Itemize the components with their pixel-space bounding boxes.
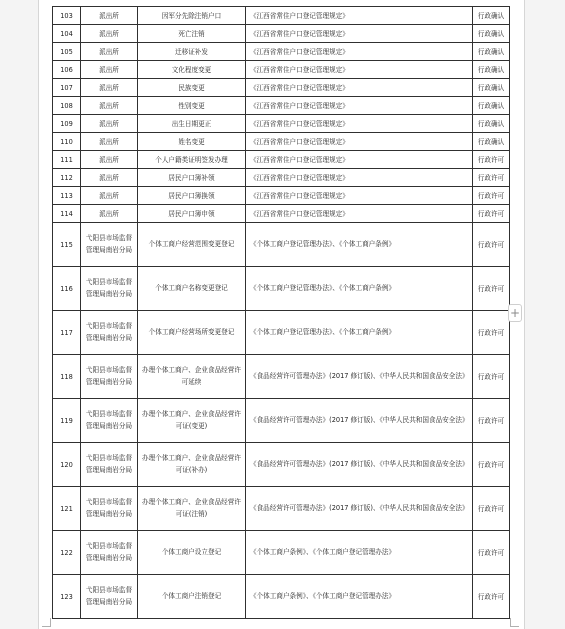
legal-basis-cell: 《江西省常住户口登记管理规定》 — [246, 43, 473, 61]
type-cell: 行政确认 — [473, 7, 510, 25]
type-cell: 行政确认 — [473, 25, 510, 43]
department-cell: 弋阳县市场监督管理局南岩分局 — [81, 443, 138, 487]
row-number: 115 — [53, 223, 81, 267]
item-name-cell: 居民户口簿补领 — [138, 169, 246, 187]
department-cell: 派出所 — [81, 43, 138, 61]
type-cell: 行政许可 — [473, 205, 510, 223]
row-number: 119 — [53, 399, 81, 443]
department-cell: 派出所 — [81, 115, 138, 133]
item-name-cell: 个体工商户名称变更登记 — [138, 267, 246, 311]
row-number: 105 — [53, 43, 81, 61]
item-name-cell: 出生日期更正 — [138, 115, 246, 133]
item-name-cell: 个体工商户经营范围变更登记 — [138, 223, 246, 267]
type-cell: 行政确认 — [473, 61, 510, 79]
item-name-cell: 性别变更 — [138, 97, 246, 115]
department-cell: 派出所 — [81, 79, 138, 97]
page-corner-mark — [510, 618, 519, 627]
legal-basis-cell: 《个体工商户登记管理办法》、《个体工商户条例》 — [246, 223, 473, 267]
legal-basis-cell: 《江西省常住户口登记管理规定》 — [246, 133, 473, 151]
department-cell: 派出所 — [81, 61, 138, 79]
legal-basis-cell: 《食品经营许可管理办法》(2017 修订版)、《中华人民共和国食品安全法》 — [246, 443, 473, 487]
table-row — [53, 443, 510, 487]
type-cell: 行政许可 — [473, 169, 510, 187]
legal-basis-cell: 《食品经营许可管理办法》(2017 修订版)、《中华人民共和国食品安全法》 — [246, 487, 473, 531]
row-number: 107 — [53, 79, 81, 97]
type-cell: 行政许可 — [473, 223, 510, 267]
type-cell: 行政许可 — [473, 267, 510, 311]
row-number: 123 — [53, 575, 81, 619]
table-row — [53, 61, 510, 79]
legal-basis-cell: 《江西省常住户口登记管理规定》 — [246, 7, 473, 25]
item-name-cell: 居民户口簿换领 — [138, 187, 246, 205]
table-row — [53, 205, 510, 223]
table-row — [53, 531, 510, 575]
table-row — [53, 25, 510, 43]
department-cell: 派出所 — [81, 25, 138, 43]
department-cell: 派出所 — [81, 7, 138, 25]
item-name-cell: 办理个体工商户、企业食品经营许可证(变更) — [138, 399, 246, 443]
item-name-cell: 个人户籍类证明签发办理 — [138, 151, 246, 169]
department-cell: 弋阳县市场监督管理局南岩分局 — [81, 487, 138, 531]
row-number: 121 — [53, 487, 81, 531]
type-cell: 行政许可 — [473, 311, 510, 355]
table-row — [53, 7, 510, 25]
table-row — [53, 115, 510, 133]
department-cell: 派出所 — [81, 133, 138, 151]
item-name-cell: 个体工商户设立登记 — [138, 531, 246, 575]
row-number: 108 — [53, 97, 81, 115]
row-number: 114 — [53, 205, 81, 223]
department-cell: 派出所 — [81, 151, 138, 169]
department-cell: 弋阳县市场监督管理局南岩分局 — [81, 399, 138, 443]
legal-basis-cell: 《江西省常住户口登记管理规定》 — [246, 205, 473, 223]
table-row — [53, 267, 510, 311]
type-cell: 行政确认 — [473, 79, 510, 97]
row-number: 106 — [53, 61, 81, 79]
table-row — [53, 223, 510, 267]
row-number: 111 — [53, 151, 81, 169]
legal-basis-cell: 《个体工商户条例》、《个体工商户登记管理办法》 — [246, 531, 473, 575]
item-name-cell: 办理个体工商户、企业食品经营许可延续 — [138, 355, 246, 399]
type-cell: 行政确认 — [473, 43, 510, 61]
department-cell: 派出所 — [81, 205, 138, 223]
table-row — [53, 133, 510, 151]
department-cell: 弋阳县市场监督管理局南岩分局 — [81, 311, 138, 355]
legal-basis-cell: 《食品经营许可管理办法》(2017 修订版)、《中华人民共和国食品安全法》 — [246, 355, 473, 399]
legal-basis-cell: 《江西省常住户口登记管理规定》 — [246, 79, 473, 97]
legal-basis-cell: 《个体工商户条例》、《个体工商户登记管理办法》 — [246, 575, 473, 619]
type-cell: 行政确认 — [473, 133, 510, 151]
legal-basis-cell: 《食品经营许可管理办法》(2017 修订版)、《中华人民共和国食品安全法》 — [246, 399, 473, 443]
item-name-cell: 因军分先除注销户口 — [138, 7, 246, 25]
table-row — [53, 355, 510, 399]
row-number: 112 — [53, 169, 81, 187]
type-cell: 行政许可 — [473, 399, 510, 443]
table-row — [53, 487, 510, 531]
table-row — [53, 97, 510, 115]
item-name-cell: 文化程度变更 — [138, 61, 246, 79]
legal-basis-cell: 《江西省常住户口登记管理规定》 — [246, 169, 473, 187]
page-corner-mark — [42, 618, 51, 627]
legal-basis-cell: 《江西省常住户口登记管理规定》 — [246, 61, 473, 79]
item-name-cell: 居民户口簿申领 — [138, 205, 246, 223]
department-cell: 弋阳县市场监督管理局南岩分局 — [81, 531, 138, 575]
department-cell: 弋阳县市场监督管理局南岩分局 — [81, 575, 138, 619]
legal-basis-cell: 《江西省常住户口登记管理规定》 — [246, 151, 473, 169]
row-number: 110 — [53, 133, 81, 151]
add-row-button[interactable]: + — [509, 306, 521, 320]
item-name-cell: 办理个体工商户、企业食品经营许可证(注销) — [138, 487, 246, 531]
item-name-cell: 个体工商户注销登记 — [138, 575, 246, 619]
table-row — [53, 151, 510, 169]
row-number: 116 — [53, 267, 81, 311]
table-row — [53, 169, 510, 187]
table-row — [53, 311, 510, 355]
table-row — [53, 43, 510, 61]
department-cell: 弋阳县市场监督管理局南岩分局 — [81, 355, 138, 399]
type-cell: 行政许可 — [473, 487, 510, 531]
type-cell: 行政许可 — [473, 443, 510, 487]
item-name-cell: 办理个体工商户、企业食品经营许可证(补办) — [138, 443, 246, 487]
table-row — [53, 575, 510, 619]
table-row — [53, 187, 510, 205]
table-body — [53, 7, 510, 619]
department-cell: 派出所 — [81, 169, 138, 187]
type-cell: 行政许可 — [473, 151, 510, 169]
row-number: 109 — [53, 115, 81, 133]
legal-basis-cell: 《江西省常住户口登记管理规定》 — [246, 115, 473, 133]
item-name-cell: 民族变更 — [138, 79, 246, 97]
item-name-cell: 迁移证补发 — [138, 43, 246, 61]
type-cell: 行政许可 — [473, 355, 510, 399]
row-number: 117 — [53, 311, 81, 355]
department-cell: 弋阳县市场监督管理局南岩分局 — [81, 223, 138, 267]
legal-basis-cell: 《个体工商户登记管理办法》、《个体工商户条例》 — [246, 267, 473, 311]
row-number: 122 — [53, 531, 81, 575]
legal-basis-cell: 《江西省常住户口登记管理规定》 — [246, 25, 473, 43]
legal-basis-cell: 《江西省常住户口登记管理规定》 — [246, 187, 473, 205]
legal-basis-cell: 《个体工商户登记管理办法》、《个体工商户条例》 — [246, 311, 473, 355]
table-row — [53, 79, 510, 97]
type-cell: 行政许可 — [473, 187, 510, 205]
type-cell: 行政确认 — [473, 115, 510, 133]
item-name-cell: 姓名变更 — [138, 133, 246, 151]
row-number: 104 — [53, 25, 81, 43]
item-name-cell: 个体工商户经营场所变更登记 — [138, 311, 246, 355]
service-items-table — [52, 6, 510, 619]
department-cell: 弋阳县市场监督管理局南岩分局 — [81, 267, 138, 311]
department-cell: 派出所 — [81, 187, 138, 205]
legal-basis-cell: 《江西省常住户口登记管理规定》 — [246, 97, 473, 115]
type-cell: 行政确认 — [473, 97, 510, 115]
department-cell: 派出所 — [81, 97, 138, 115]
item-name-cell: 死亡注销 — [138, 25, 246, 43]
row-number: 113 — [53, 187, 81, 205]
type-cell: 行政许可 — [473, 531, 510, 575]
row-number: 118 — [53, 355, 81, 399]
row-number: 103 — [53, 7, 81, 25]
type-cell: 行政许可 — [473, 575, 510, 619]
row-number: 120 — [53, 443, 81, 487]
table-row — [53, 399, 510, 443]
